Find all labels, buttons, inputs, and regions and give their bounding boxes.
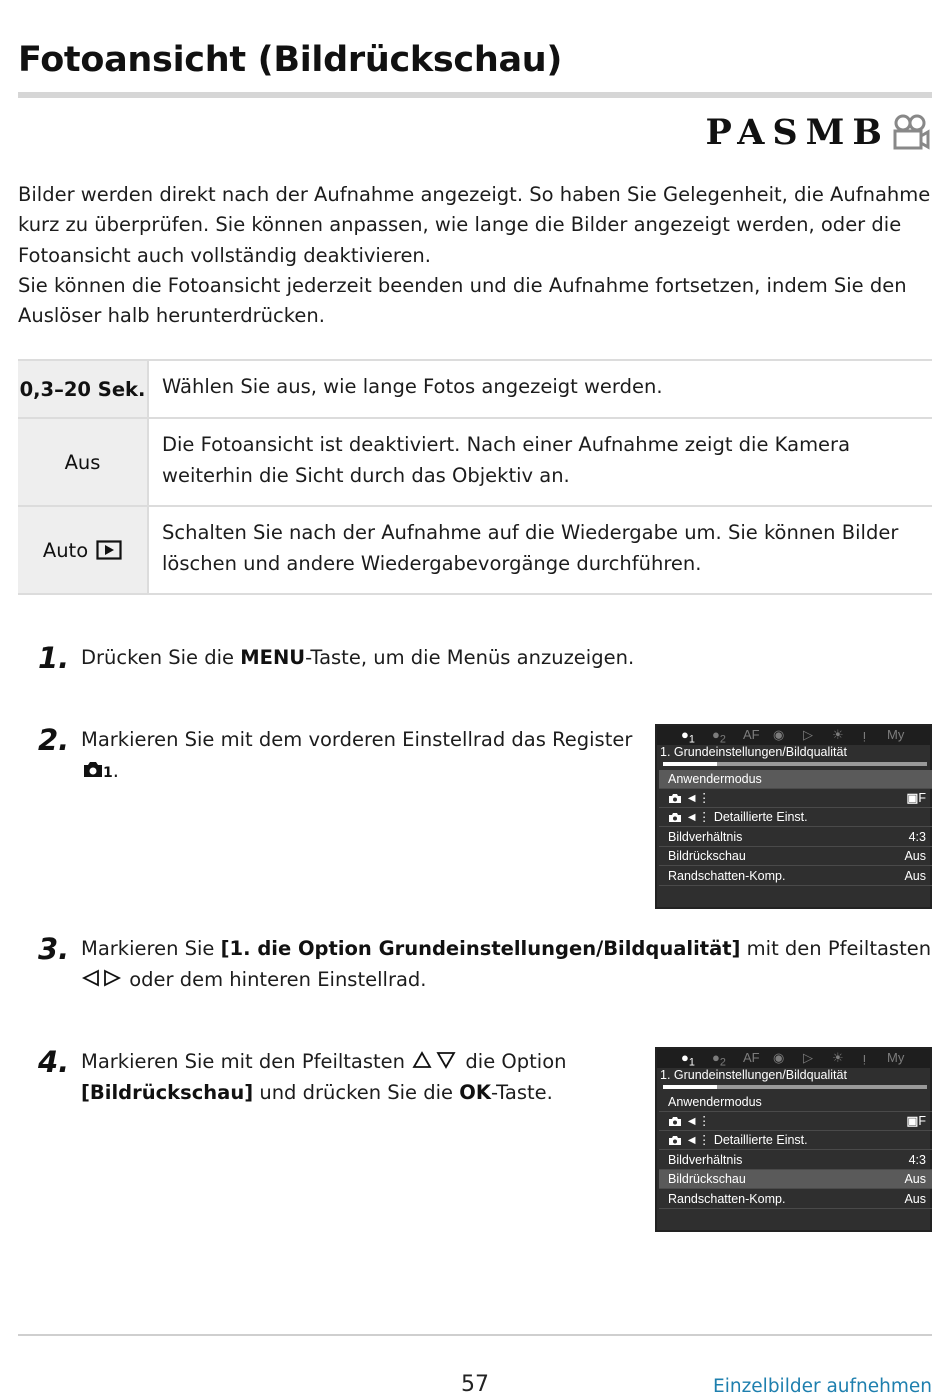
menu-row: ◄⋮ Detaillierte Einst. bbox=[659, 1131, 932, 1150]
menu-section-title: 1. Grundeinstellungen/Bildqualität bbox=[660, 745, 847, 759]
arrow-up-down-icon bbox=[411, 1051, 459, 1069]
table-row bbox=[18, 418, 932, 506]
page-title: Fotoansicht (Bildrückschau) bbox=[18, 40, 563, 80]
table-row bbox=[18, 360, 932, 418]
intro-paragraph: Bilder werden direkt nach der Aufnahme angezeigt. So haben Sie Gelegenheit, die Aufnahme kurz zu überprüfen. Sie können anpassen, wie lange die Bilder angezeigt werden, oder die Fotoansicht auch vollständig deaktivieren. bbox=[18, 183, 931, 267]
tab-shooting-2: $●_2$ bbox=[712, 1050, 726, 1069]
camera-icon bbox=[668, 1135, 682, 1146]
tab-movie-icon: ◉ bbox=[773, 1050, 785, 1065]
camera-menu-screenshot bbox=[655, 1047, 932, 1232]
menu-tabs bbox=[657, 1049, 930, 1068]
tab-movie-icon: ◉ bbox=[773, 727, 785, 742]
size-icon: ▣ bbox=[906, 1114, 919, 1128]
playback-icon bbox=[96, 540, 122, 560]
tab-custom-icon: ᴉ bbox=[863, 1050, 866, 1065]
tab-shooting-1: $●_1$ bbox=[681, 727, 695, 746]
tab-indicator bbox=[663, 762, 927, 766]
menu-row: ◄⋮ Detaillierte Einst. bbox=[659, 808, 932, 827]
mode-letters: PASMB bbox=[705, 112, 890, 153]
option-key bbox=[18, 506, 148, 594]
step-text: Markieren Sie mit dem vorderen Einstellrad das Register 1. bbox=[81, 728, 633, 782]
menu-row: Bildverhältnis 4:3 bbox=[659, 1151, 932, 1170]
table-row bbox=[18, 506, 932, 594]
section-link[interactable]: Einzelbilder aufnehmen bbox=[713, 1376, 932, 1397]
tab-af: AF bbox=[743, 1050, 760, 1065]
menu-tabs bbox=[657, 726, 930, 745]
step-text: Markieren Sie mit den Pfeiltasten die Option [Bildrückschau] und drücken Sie die OK-Taste. bbox=[81, 1050, 567, 1104]
footer-divider bbox=[18, 1334, 932, 1336]
option-description: Die Fotoansicht ist deaktiviert. Nach einer Aufnahme zeigt die Kamera weiterhin die Sicht durch das Objektiv an. bbox=[148, 418, 932, 506]
menu-row: Bildrückschau Aus bbox=[659, 1170, 932, 1189]
menu-row: Bildrückschau Aus bbox=[659, 847, 932, 866]
tab-settings-icon: ☀ bbox=[832, 727, 844, 742]
page-number: 57 bbox=[461, 1372, 489, 1397]
tab-custom-icon: ᴉ bbox=[863, 727, 866, 742]
movie-mode-icon bbox=[890, 113, 930, 153]
tab-af: AF bbox=[743, 727, 760, 742]
tab-playback-icon: ▷ bbox=[803, 727, 813, 742]
camera-tab-icon bbox=[81, 760, 103, 778]
tab-indicator bbox=[663, 1085, 927, 1089]
menu-row: ◄⋮ ▣F bbox=[659, 789, 932, 808]
step-number: 3. bbox=[38, 932, 70, 966]
tab-shooting-2: $●_2$ bbox=[712, 727, 726, 746]
option-key: 0,3–20 Sek. bbox=[18, 360, 148, 418]
tab-my-menu: My bbox=[887, 727, 905, 742]
option-key: Aus bbox=[18, 418, 148, 506]
camera-icon bbox=[668, 812, 682, 823]
title-divider bbox=[18, 92, 932, 98]
step-number: 4. bbox=[38, 1045, 70, 1079]
intro-text bbox=[18, 180, 932, 331]
menu-row: Bildverhältnis 4:3 bbox=[659, 828, 932, 847]
menu-row: Anwendermodus bbox=[659, 1093, 932, 1112]
option-description: Wählen Sie aus, wie lange Fotos angezeigt werden. bbox=[148, 360, 932, 418]
arrow-left-right-icon bbox=[81, 969, 123, 987]
tab-playback-icon: ▷ bbox=[803, 1050, 813, 1065]
step-text: Markieren Sie [1. die Option Grundeinstellungen/Bildqualität] mit den Pfeiltasten oder dem hinteren Einstellrad. bbox=[81, 937, 932, 991]
shooting-modes bbox=[705, 112, 930, 153]
camera-icon bbox=[668, 793, 682, 804]
option-key-label: Auto bbox=[42, 538, 89, 562]
menu-row: ◄⋮ ▣F bbox=[659, 1112, 932, 1131]
tab-shooting-1: $●_1$ bbox=[681, 1050, 695, 1069]
tab-my-menu: My bbox=[887, 1050, 905, 1065]
menu-row: Anwendermodus bbox=[659, 770, 932, 789]
menu-row: Randschatten-Komp. Aus bbox=[659, 867, 932, 886]
size-icon: ▣ bbox=[906, 791, 919, 805]
step-number: 1. bbox=[38, 641, 70, 675]
options-table bbox=[18, 359, 932, 595]
menu-section-title: 1. Grundeinstellungen/Bildqualität bbox=[660, 1068, 847, 1082]
step-number: 2. bbox=[38, 723, 70, 757]
camera-icon bbox=[668, 1116, 682, 1127]
tab-settings-icon: ☀ bbox=[832, 1050, 844, 1065]
intro-paragraph: Sie können die Fotoansicht jederzeit beenden und die Aufnahme fortsetzen, indem Sie den Auslöser halb herunterdrücken. bbox=[18, 273, 907, 328]
camera-menu-screenshot bbox=[655, 724, 932, 909]
menu-row: Randschatten-Komp. Aus bbox=[659, 1190, 932, 1209]
option-description: Schalten Sie nach der Aufnahme auf die Wiedergabe um. Sie können Bilder löschen und andere Wiedergabevorgänge durchführen. bbox=[148, 506, 932, 594]
step-text: Drücken Sie die MENU-Taste, um die Menüs anzuzeigen. bbox=[81, 646, 635, 669]
